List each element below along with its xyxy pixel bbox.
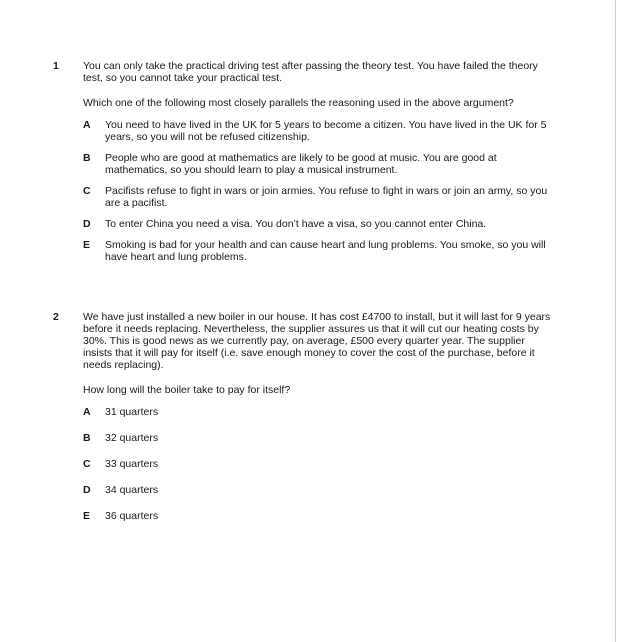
answer-option-e[interactable] [83, 239, 553, 263]
option-text: 36 quarters [105, 510, 159, 522]
option-text: Pacifists refuse to fight in wars or join armies. You refuse to fight in wars or join an army, so you are a pacifist. [105, 185, 548, 209]
question-stem: How long will the boiler take to pay for itself? [83, 384, 291, 396]
option-letter: A [83, 406, 91, 418]
option-text: 34 quarters [105, 484, 159, 496]
option-letter: E [83, 510, 91, 522]
option-text: To enter China you need a visa. You don’t have a visa, so you cannot enter China. [105, 218, 487, 230]
answer-option-a[interactable] [83, 406, 553, 418]
option-letter: C [83, 185, 91, 197]
question-stem: Which one of the following most closely parallels the reasoning used in the above argument? [83, 97, 514, 109]
page-edge-rule [615, 0, 616, 642]
answer-option-d[interactable] [83, 218, 553, 230]
option-letter: A [83, 119, 91, 131]
option-text: 32 quarters [105, 432, 159, 444]
option-text: 33 quarters [105, 458, 159, 470]
option-text: Smoking is bad for your health and can cause heart and lung problems. You smoke, so you will have heart and lung problems. [105, 239, 546, 263]
option-text: 31 quarters [105, 406, 159, 418]
answer-option-a[interactable] [83, 119, 553, 143]
answer-options [83, 406, 553, 522]
option-letter: B [83, 152, 91, 164]
answer-option-e[interactable] [83, 510, 553, 522]
question-passage: We have just installed a new boiler in our house. It has cost £4700 to install, but it will last for 9 years before it needs replacing. Nevertheless, the supplier assures us that it will cut our heating costs by 30%. This is good news as we currently pay, on average, £500 every quarter year. The supplier insists that it will pay for itself (i.e. save enough money to cover the cost of the purchase, before it needs replacing). [83, 311, 551, 371]
question-number: 2 [53, 311, 59, 323]
answer-option-c[interactable] [83, 458, 553, 470]
option-text: People who are good at mathematics are likely to be good at music. You are good at mathematics, so you should learn to play a musical instrument. [105, 152, 497, 176]
option-letter: D [83, 218, 91, 230]
option-letter: C [83, 458, 91, 470]
answer-options [83, 119, 553, 263]
option-text: You need to have lived in the UK for 5 years to become a citizen. You have lived in the UK for 5 years, so you will not be refused citizenship. [105, 119, 547, 143]
option-letter: E [83, 239, 91, 251]
question-number: 1 [53, 60, 59, 72]
answer-option-c[interactable] [83, 185, 553, 209]
answer-option-b[interactable] [83, 152, 553, 176]
question-1 [53, 60, 553, 272]
option-letter: D [83, 484, 91, 496]
question-2 [53, 311, 553, 536]
option-letter: B [83, 432, 91, 444]
answer-option-b[interactable] [83, 432, 553, 444]
question-passage: You can only take the practical driving test after passing the theory test. You have failed the theory test, so you cannot take your practical test. [83, 60, 538, 84]
answer-option-d[interactable] [83, 484, 553, 496]
